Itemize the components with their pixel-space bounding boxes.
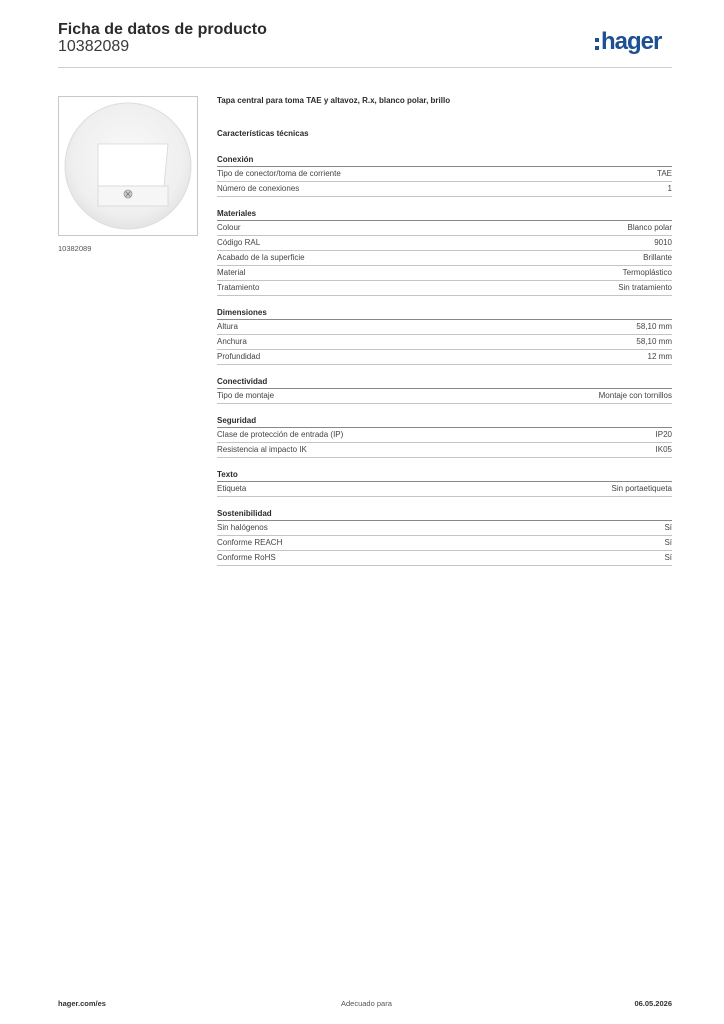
spec-row bbox=[217, 389, 672, 404]
spec-row bbox=[217, 221, 672, 236]
spec-value: Sí bbox=[664, 538, 672, 547]
spec-row bbox=[217, 428, 672, 443]
spec-value: Sí bbox=[664, 523, 672, 532]
section-title: Materiales bbox=[217, 208, 672, 221]
spec-label: Sin halógenos bbox=[217, 523, 268, 532]
spec-label: Colour bbox=[217, 223, 241, 232]
spec-row bbox=[217, 482, 672, 497]
logo-text: hager bbox=[601, 28, 662, 55]
spec-content bbox=[217, 96, 672, 566]
spec-section bbox=[217, 469, 672, 497]
spec-value: 12 mm bbox=[647, 352, 672, 361]
spec-value: Brillante bbox=[643, 253, 672, 262]
spec-row bbox=[217, 536, 672, 551]
spec-value: Sin tratamiento bbox=[618, 283, 672, 292]
tech-heading: Características técnicas bbox=[217, 129, 309, 138]
spec-value: 58,10 mm bbox=[636, 337, 672, 346]
section-title: Texto bbox=[217, 469, 672, 482]
page-title: Ficha de datos de producto bbox=[58, 21, 267, 38]
spec-label: Anchura bbox=[217, 337, 247, 346]
spec-value: IK05 bbox=[655, 445, 672, 454]
spec-sections bbox=[217, 154, 672, 566]
spec-section bbox=[217, 208, 672, 296]
spec-value: Blanco polar bbox=[627, 223, 672, 232]
spec-value: 9010 bbox=[654, 238, 672, 247]
product-image bbox=[64, 102, 192, 230]
spec-label: Altura bbox=[217, 322, 238, 331]
spec-label: Tipo de conector/toma de corriente bbox=[217, 169, 341, 178]
spec-row bbox=[217, 350, 672, 365]
spec-section bbox=[217, 154, 672, 197]
spec-value: TAE bbox=[657, 169, 672, 178]
logo-dots-icon bbox=[595, 38, 599, 50]
footer-date: 06.05.2026 bbox=[634, 999, 672, 1008]
spec-value: 1 bbox=[667, 184, 672, 193]
spec-row bbox=[217, 443, 672, 458]
spec-row bbox=[217, 320, 672, 335]
spec-section bbox=[217, 415, 672, 458]
footer-website-link[interactable]: hager.com/es bbox=[58, 999, 106, 1008]
spec-row bbox=[217, 551, 672, 566]
spec-label: Resistencia al impacto IK bbox=[217, 445, 307, 454]
spec-row bbox=[217, 521, 672, 536]
spec-label: Acabado de la superficie bbox=[217, 253, 305, 262]
product-image-frame bbox=[58, 96, 198, 236]
section-title: Seguridad bbox=[217, 415, 672, 428]
spec-row bbox=[217, 266, 672, 281]
spec-value: Termoplástico bbox=[622, 268, 672, 277]
spec-label: Clase de protección de entrada (IP) bbox=[217, 430, 344, 439]
spec-label: Tipo de montaje bbox=[217, 391, 275, 400]
spec-label: Material bbox=[217, 268, 246, 277]
section-title: Sostenibilidad bbox=[217, 508, 672, 521]
section-title: Dimensiones bbox=[217, 307, 672, 320]
header-divider bbox=[58, 67, 672, 68]
spec-label: Número de conexiones bbox=[217, 184, 300, 193]
product-image-caption: 10382089 bbox=[58, 244, 92, 253]
product-description: Tapa central para toma TAE y altavoz, R.x, blanco polar, brillo bbox=[217, 96, 451, 105]
spec-value: IP20 bbox=[655, 430, 672, 439]
spec-label: Tratamiento bbox=[217, 283, 260, 292]
spec-row bbox=[217, 281, 672, 296]
spec-value: 58,10 mm bbox=[636, 322, 672, 331]
product-code: 10382089 bbox=[58, 38, 130, 55]
hager-logo bbox=[595, 27, 661, 57]
spec-label: Etiqueta bbox=[217, 484, 247, 493]
spec-row bbox=[217, 236, 672, 251]
spec-label: Profundidad bbox=[217, 352, 261, 361]
spec-section bbox=[217, 376, 672, 404]
footer-suitable-for: Adecuado para bbox=[341, 999, 392, 1008]
spec-row bbox=[217, 182, 672, 197]
spec-value: Sin portaetiqueta bbox=[611, 484, 672, 493]
spec-label: Conforme REACH bbox=[217, 538, 283, 547]
spec-row bbox=[217, 335, 672, 350]
spec-section bbox=[217, 508, 672, 566]
spec-value: Montaje con tornillos bbox=[598, 391, 672, 400]
section-title: Conexión bbox=[217, 154, 672, 167]
spec-value: Sí bbox=[664, 553, 672, 562]
spec-label: Conforme RoHS bbox=[217, 553, 276, 562]
section-title: Conectividad bbox=[217, 376, 672, 389]
spec-label: Código RAL bbox=[217, 238, 261, 247]
spec-row bbox=[217, 251, 672, 266]
spec-row bbox=[217, 167, 672, 182]
spec-section bbox=[217, 307, 672, 365]
